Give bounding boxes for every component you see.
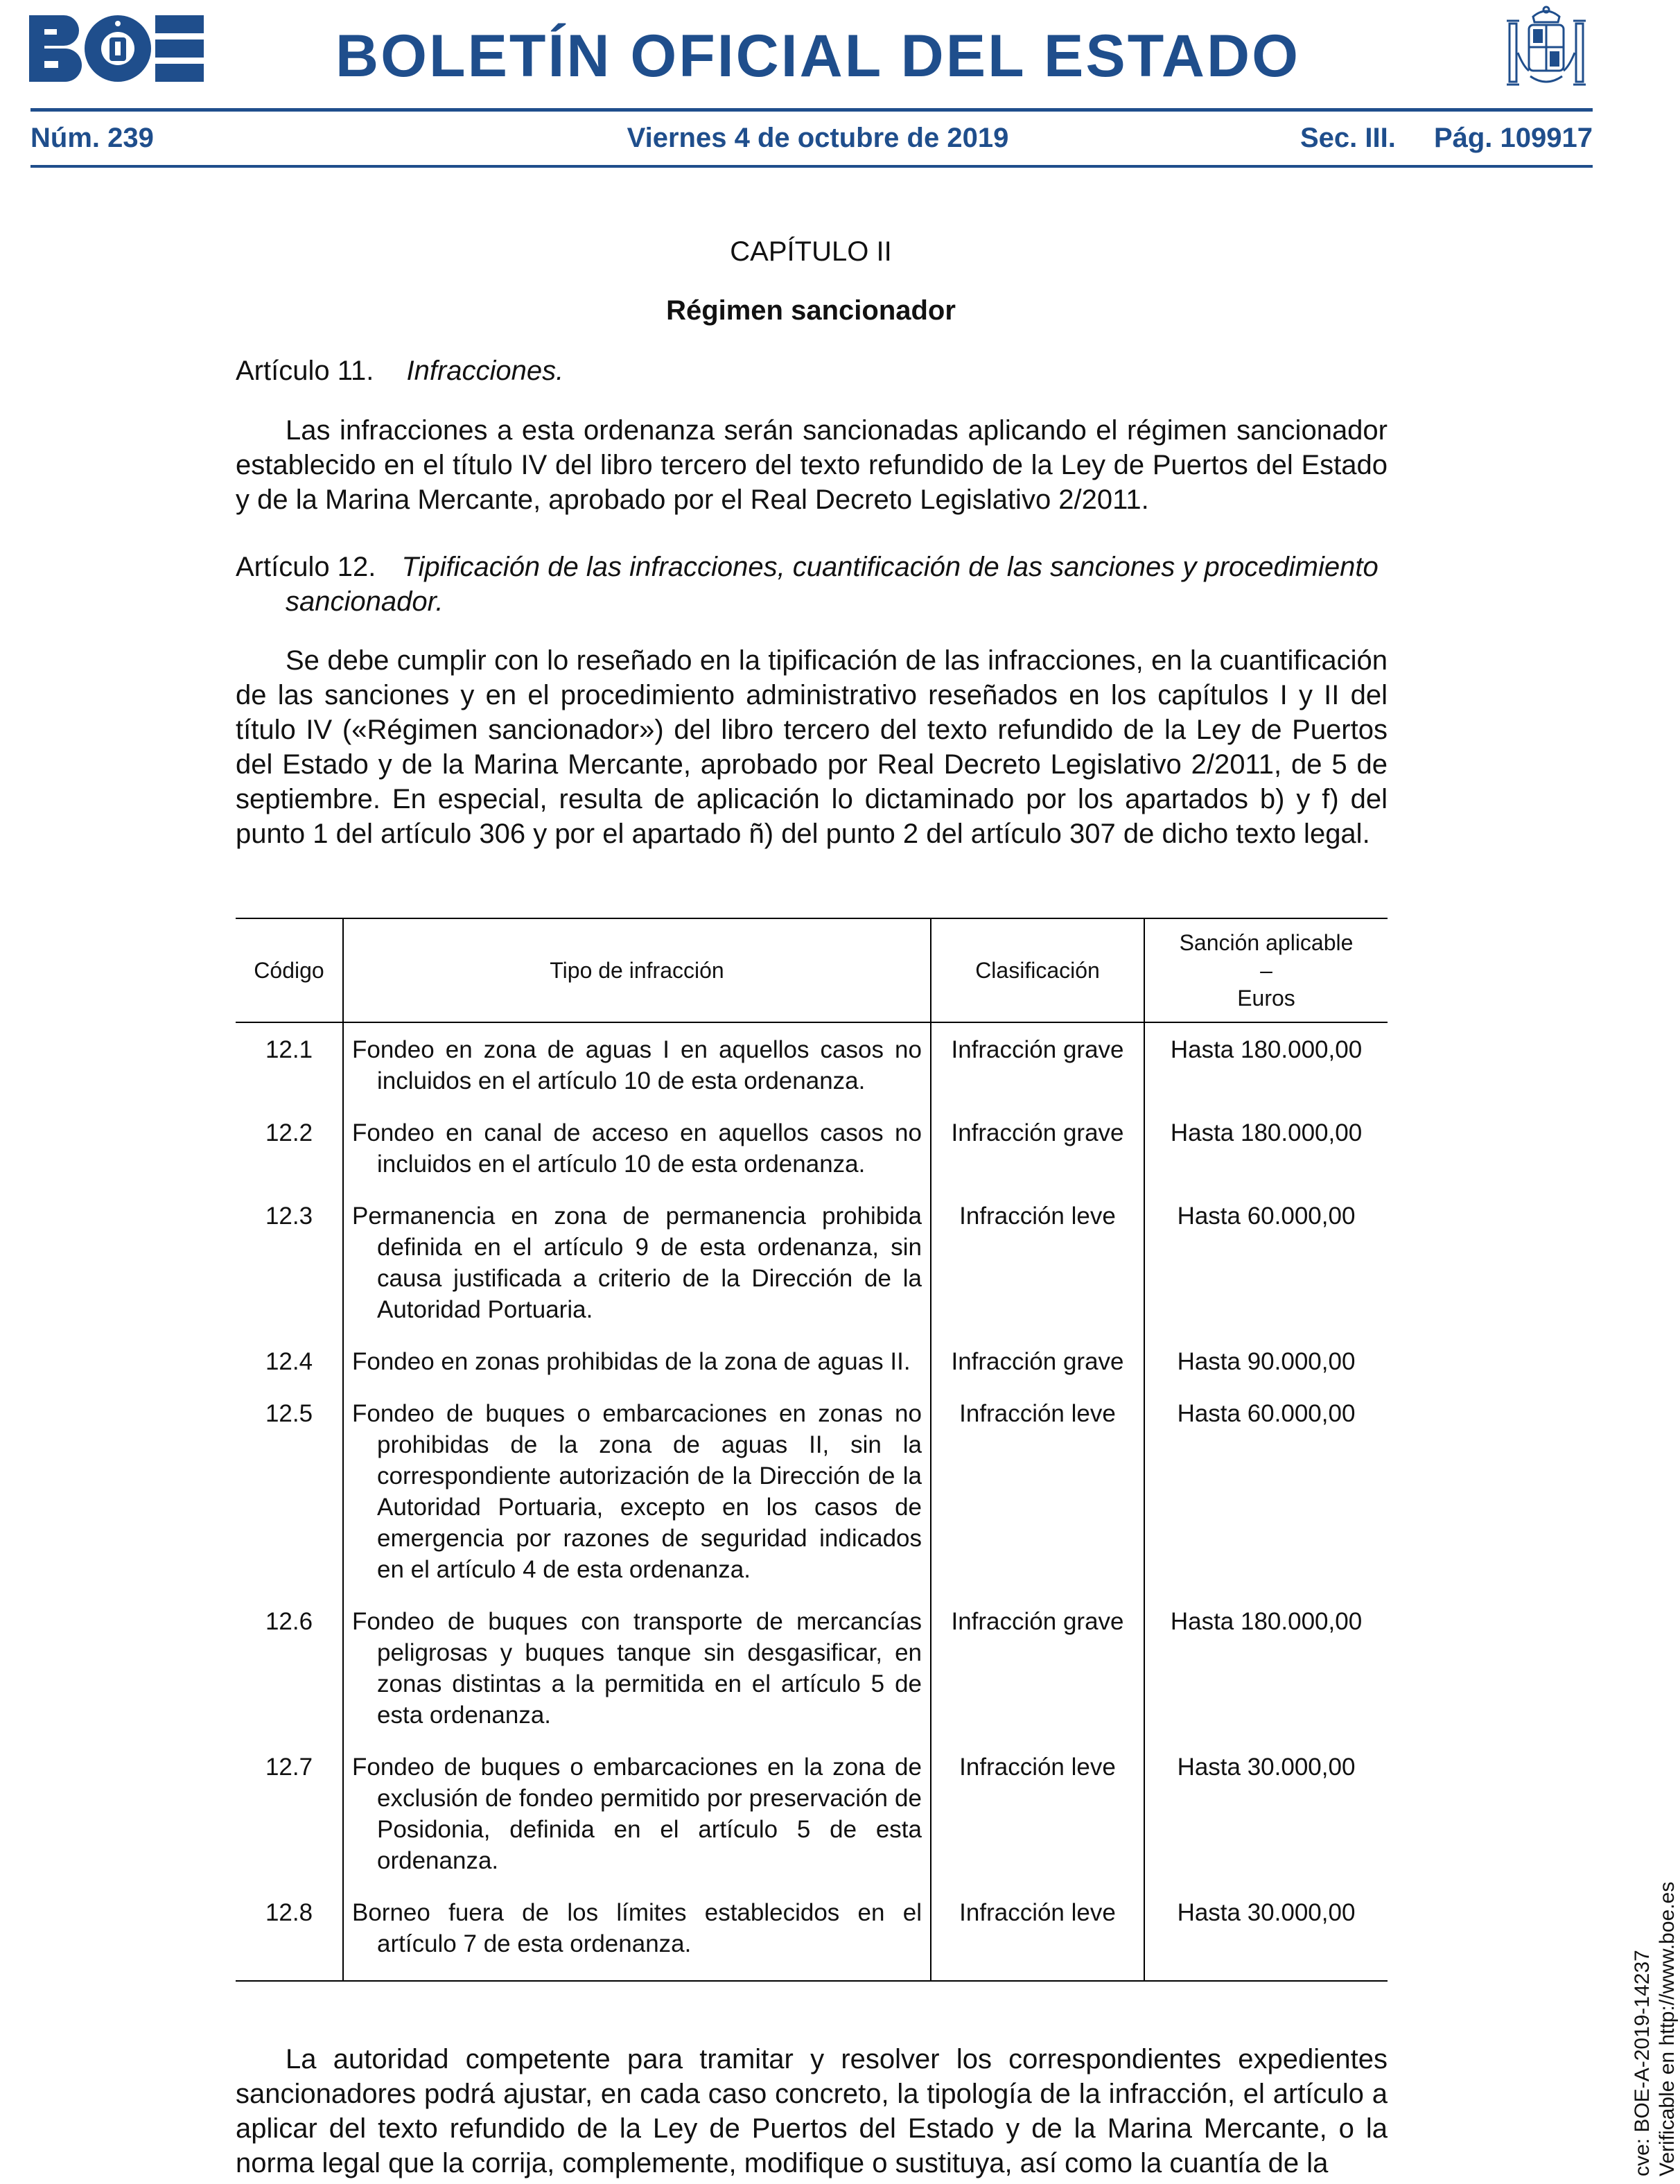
article-12-paragraph: Se debe cumplir con lo reseñado en la tipificación de las infracciones, en la cuantificación de las sanciones y en el procedimiento administrativo reseñados en los capítulos I y II del título IV («Régimen sancionador») del libro tercero del texto refundido de la Ley de Puertos del Estado y de la Marina Mercante, aprobado por Real Decreto Legislativo 2/2011, de 5 de septiembre. En especial, resulta de aplicación lo dictaminado por los apartados b) y f) del punto 1 del artículo 306 y por el apartado ñ) del punto 2 del artículo 307 de dicho texto legal.: [236, 645, 1388, 849]
table-row: [236, 1398, 1388, 1606]
article-12-heading: [236, 550, 1388, 619]
row-class: Infracción leve: [931, 1398, 1144, 1606]
table-row: [236, 1200, 1388, 1346]
margin-verification: [1630, 1882, 1680, 2176]
row-type: Borneo fuera de los límites establecidos en el artículo 7 de esta ordenanza.: [352, 1899, 922, 1957]
table-header-row: [236, 918, 1388, 1022]
row-type-cell: [343, 1200, 931, 1346]
row-type: Fondeo en zonas prohibidas de la zona de aguas II.: [352, 1348, 911, 1375]
header-bottom-rule: [30, 165, 1593, 168]
row-code: 12.8: [236, 1897, 343, 1981]
table-row: [236, 1897, 1388, 1981]
row-code: 12.6: [265, 1608, 313, 1635]
row-type-cell: [343, 1022, 931, 1117]
chapter-title: Régimen sancionador: [666, 295, 956, 326]
row-sanction: Hasta 180.000,00: [1170, 1119, 1363, 1146]
issue-date: Viernes 4 de octubre de 2019: [627, 123, 1009, 153]
boe-logo: [29, 14, 204, 83]
row-class: Infracción leve: [931, 1751, 1144, 1897]
row-sanction: Hasta 30.000,00: [1177, 1754, 1356, 1781]
publication-title: BOLETÍN OFICIAL DEL ESTADO: [335, 23, 1300, 89]
table-row: [236, 1606, 1388, 1751]
table-row: [236, 1346, 1388, 1398]
row-type: Fondeo de buques o embarcaciones en zonas no prohibidas de la zona de aguas II, sin la correspondiente autorización de la Dirección de la Autoridad Portuaria, excepto en los casos de emergencia por razones de seguridad indicados en el artículo 4 de esta ordenanza.: [352, 1400, 922, 1583]
row-class: Infracción grave: [931, 1606, 1144, 1751]
row-type-cell: [343, 1117, 931, 1200]
row-class: Infracción leve: [931, 1200, 1144, 1346]
table-row: [236, 1751, 1388, 1897]
row-type: Fondeo en canal de acceso en aquellos casos no incluidos en el artículo 10 de esta ordenanza.: [352, 1119, 922, 1178]
row-type-cell: [343, 1606, 931, 1751]
article-12-label: Artículo 12.: [236, 552, 376, 582]
closing-paragraph: La autoridad competente para tramitar y resolver los correspondientes expedientes sancionadores podrá ajustar, en cada caso concreto, la tipología de la infracción, el artículo a aplicar del texto refundido de la Ley de Puertos del Estado y de la Marina Mercante, o la norma legal que la corrija, complemente, modifique o sustituya, así como la cuantía de la: [236, 2044, 1388, 2178]
row-type: Fondeo de buques con transporte de mercancías peligrosas y buques tanque sin desgasificar, en zonas distintas a la permitida en el artículo 5 de esta ordenanza.: [352, 1608, 922, 1729]
article-11-title: Infracciones.: [406, 356, 564, 386]
row-class: Infracción grave: [931, 1346, 1144, 1398]
row-type-cell: [343, 1897, 931, 1981]
row-type: Fondeo de buques o embarcaciones en la zona de exclusión de fondeo permitido por preservación de Posidonia, definida en el artículo 5 de esta ordenanza.: [352, 1754, 922, 1874]
row-code: 12.4: [265, 1348, 313, 1375]
row-type: Fondeo en zona de aguas I en aquellos casos no incluidos en el artículo 10 de esta ordenanza.: [352, 1036, 922, 1094]
section-label: Sec. III.: [1300, 123, 1396, 153]
header-code: Código: [236, 918, 343, 1022]
article-12-title: Tipificación de las infracciones, cuantificación de las sanciones y procedimiento sancionador.: [286, 552, 1379, 617]
article-11-paragraph: Las infracciones a esta ordenanza serán sancionadas aplicando el régimen sancionador establecido en el título IV del libro tercero del texto refundido de la Ley de Puertos del Estado y de la Marina Mercante, aprobado por el Real Decreto Legislativo 2/2011.: [236, 415, 1388, 515]
infractions-table: [236, 918, 1388, 1982]
row-code: 12.7: [265, 1754, 313, 1781]
row-type-cell: [343, 1398, 931, 1606]
page-number: Pág. 109917: [1433, 123, 1593, 153]
row-type-cell: [343, 1346, 931, 1398]
header-sanction-line3: Euros: [1237, 986, 1295, 1011]
article-11-heading: [236, 353, 1388, 388]
header-type: Tipo de infracción: [343, 918, 931, 1022]
header-class: Clasificación: [931, 918, 1144, 1022]
row-code: 12.2: [265, 1119, 313, 1146]
row-sanction: Hasta 180.000,00: [1170, 1036, 1363, 1063]
coat-of-arms-icon: [1503, 4, 1590, 94]
row-sanction: Hasta 30.000,00: [1144, 1897, 1388, 1981]
row-type-cell: [343, 1751, 931, 1897]
row-type: Permanencia en zona de permanencia prohibida definida en el artículo 9 de esta ordenanza, sin causa justificada a criterio de la Dirección de la Autoridad Portuaria.: [352, 1203, 922, 1323]
row-sanction: Hasta 90.000,00: [1177, 1348, 1356, 1375]
row-code: 12.5: [265, 1400, 313, 1427]
row-sanction: Hasta 60.000,00: [1177, 1203, 1356, 1230]
row-code: 12.3: [265, 1203, 313, 1230]
row-class: Infracción leve: [931, 1897, 1144, 1981]
header-top-rule: [30, 108, 1593, 112]
margin-cve: cve: BOE-A-2019-14237: [1631, 1950, 1654, 2176]
margin-verify-url: Verificable en http://www.boe.es: [1656, 1881, 1679, 2176]
header-sanction-line2: –: [1260, 958, 1272, 983]
header-sanction-line1: Sanción aplicable: [1179, 930, 1354, 955]
header-sanction: [1144, 918, 1388, 1022]
table-row: [236, 1022, 1388, 1117]
chapter-label: CAPÍTULO II: [730, 236, 892, 267]
row-sanction: Hasta 180.000,00: [1170, 1608, 1363, 1635]
row-class: Infracción grave: [931, 1022, 1144, 1117]
row-sanction: Hasta 60.000,00: [1177, 1400, 1356, 1427]
article-11-label: Artículo 11.: [236, 356, 374, 386]
table-row: [236, 1117, 1388, 1200]
issue-number: Núm. 239: [30, 123, 154, 153]
row-class: Infracción grave: [931, 1117, 1144, 1200]
row-code: 12.1: [265, 1036, 313, 1063]
